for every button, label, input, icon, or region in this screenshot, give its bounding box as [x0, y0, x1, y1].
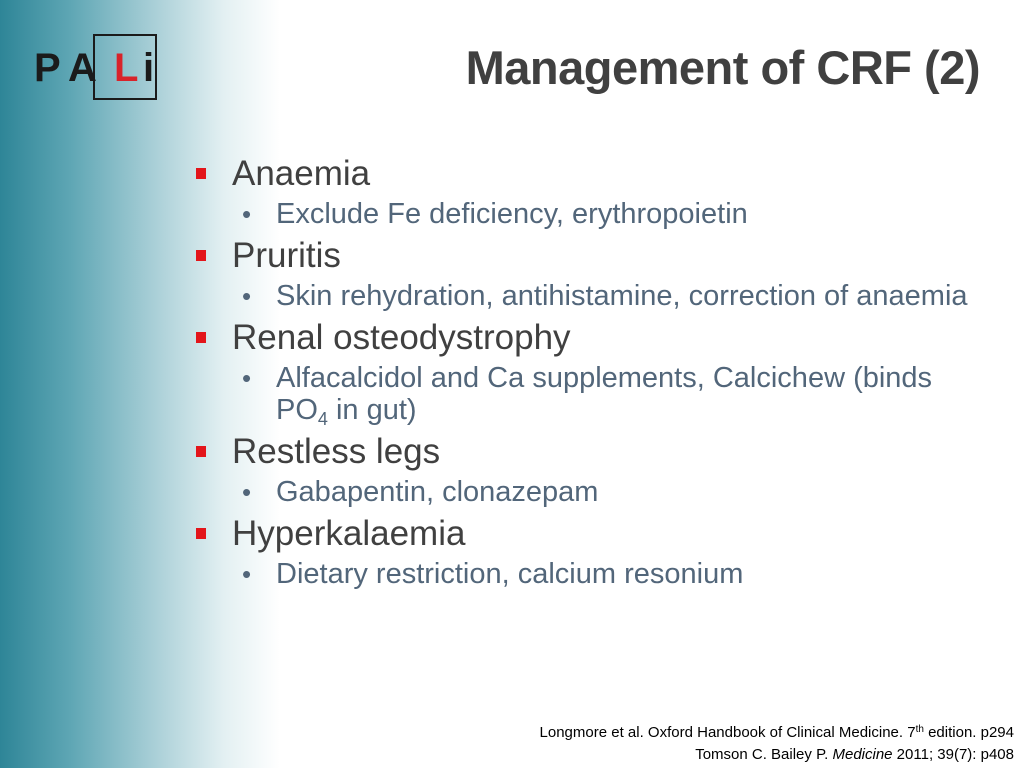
list-item [192, 153, 972, 230]
references [540, 722, 1014, 766]
reference-2-journal: Medicine [832, 746, 893, 763]
bullet-heading [192, 431, 972, 473]
reference-1-text: Longmore et al. Oxford Handbook of Clinical Medicine. 7 [539, 724, 916, 741]
dot-bullet-icon: • [242, 199, 252, 229]
square-bullet-icon [196, 446, 206, 457]
list-item [192, 431, 972, 508]
square-bullet-icon [196, 250, 206, 261]
dot-bullet-icon: • [242, 559, 252, 589]
bullet-heading [192, 153, 972, 195]
list-item [192, 317, 972, 429]
bullet-heading [192, 235, 972, 277]
pali-logo [30, 34, 170, 102]
square-bullet-icon [196, 528, 206, 539]
sub-bullet-text: Dietary restriction, calcium resonium [276, 558, 744, 590]
sub-bullet-text: Skin rehydration, antihistamine, correction of anaemia [276, 280, 968, 312]
sub-bullet-text-after: in gut) [327, 394, 417, 426]
reference-1-text-after: edition. p294 [923, 724, 1014, 741]
bullet-heading [192, 513, 972, 555]
reference-line-1 [540, 722, 1014, 744]
list-item [192, 235, 972, 312]
bullet-list [192, 153, 972, 595]
bullet-heading [192, 317, 972, 359]
reference-2-details: 2011; 39(7): p408 [892, 746, 1014, 763]
reference-line-2 [540, 744, 1014, 766]
dot-bullet-icon: • [242, 477, 252, 507]
sub-bullet [192, 362, 972, 429]
bullet-heading-text: Anaemia [232, 154, 371, 193]
sub-bullet-text: Exclude Fe deficiency, erythropoietin [276, 198, 748, 230]
subscript-text: 4 [317, 409, 328, 429]
list-item [192, 513, 972, 590]
sub-bullet-text: Alfacalcidol and Ca supplements, Calcichew (binds PO [276, 362, 933, 426]
sub-bullet [192, 476, 972, 508]
logo-letter-i: i [143, 46, 155, 90]
dot-bullet-icon: • [242, 281, 252, 311]
bullet-heading-text: Hyperkalaemia [232, 514, 466, 553]
logo-letter-l: L [114, 46, 139, 90]
square-bullet-icon [196, 332, 206, 343]
sub-bullet [192, 558, 972, 590]
reference-2-author: Tomson C. Bailey P. [695, 746, 833, 763]
dot-bullet-icon: • [242, 363, 252, 393]
reference-1-superscript: th [915, 724, 924, 735]
sub-bullet-text: Gabapentin, clonazepam [276, 476, 599, 508]
slide-title: Management of CRF (2) [465, 41, 980, 94]
sub-bullet [192, 198, 972, 230]
bullet-heading-text: Pruritis [232, 236, 341, 275]
logo-letter-p: P [34, 46, 61, 90]
bullet-heading-text: Renal osteodystrophy [232, 318, 571, 357]
square-bullet-icon [196, 168, 206, 179]
bullet-heading-text: Restless legs [232, 432, 441, 471]
sub-bullet [192, 280, 972, 312]
logo-letter-a: A [68, 46, 97, 90]
